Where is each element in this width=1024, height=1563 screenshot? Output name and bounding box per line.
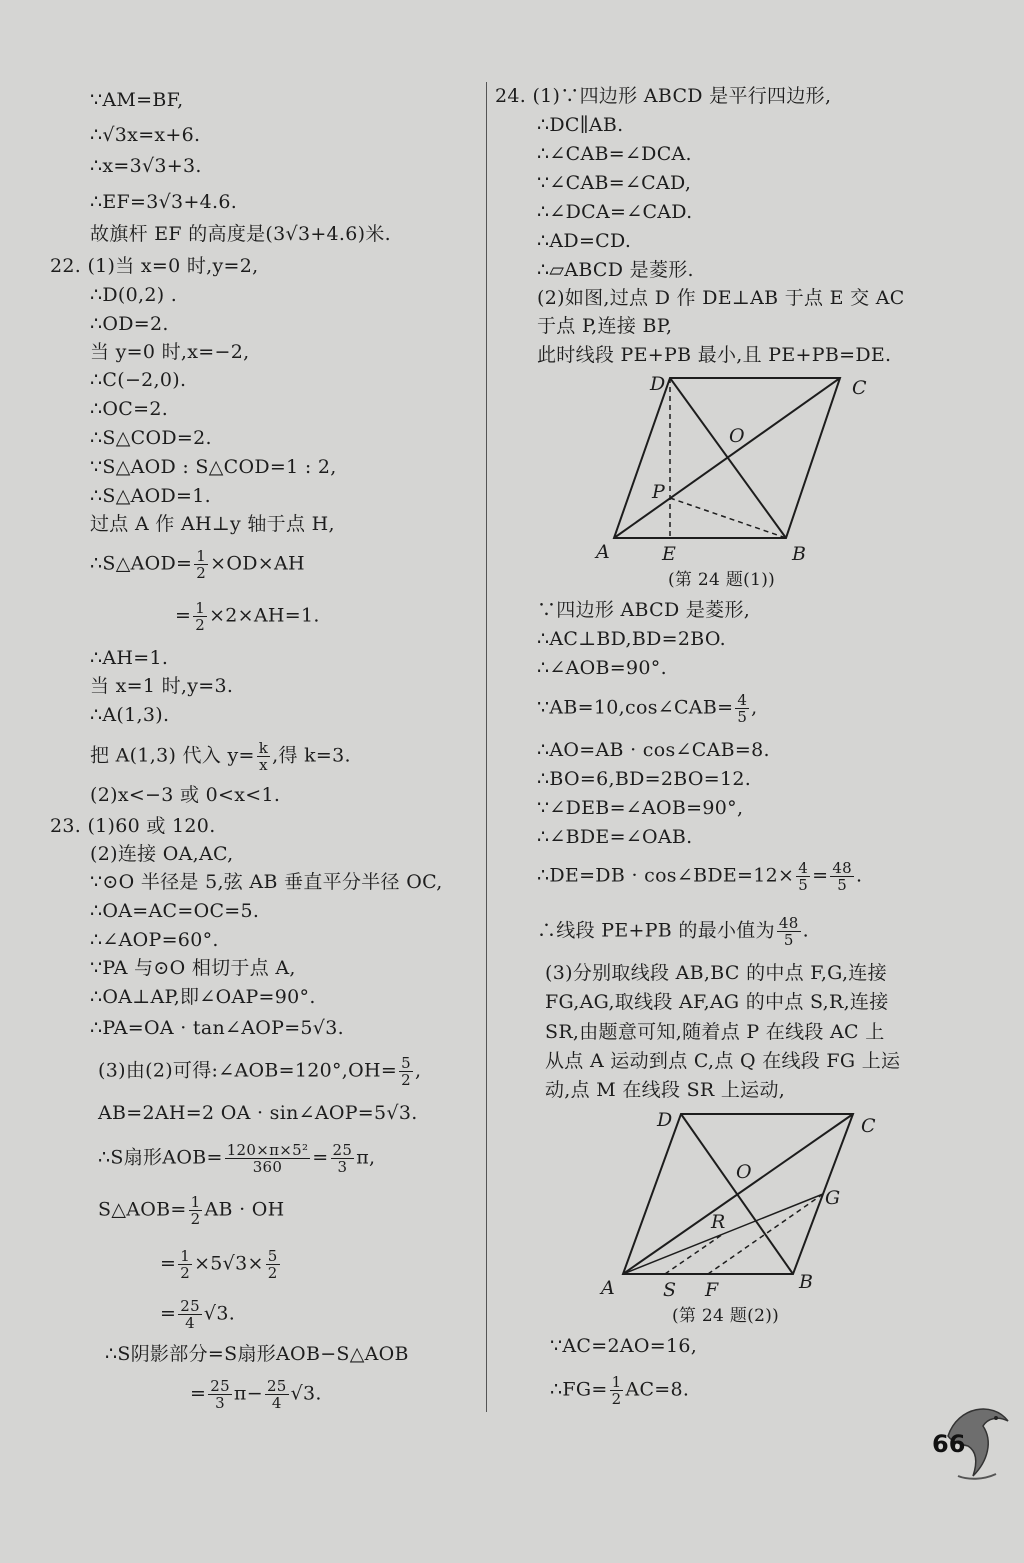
label-s: S (663, 1279, 677, 1301)
text-line: ∵四边形 ABCD 是菱形, (537, 599, 751, 621)
numerator: 4 (798, 859, 809, 877)
text-line: 24. (1)∵四边形 ABCD 是平行四边形, (495, 85, 832, 107)
fraction (610, 1374, 624, 1407)
text-line: (2)如图,过点 D 作 DE⊥AB 于点 E 交 AC (537, 287, 905, 309)
text-span: ∴FG= (550, 1378, 608, 1401)
denominator: 5 (783, 931, 794, 949)
fraction (265, 1378, 289, 1411)
text-line: (3)分别取线段 AB,BC 的中点 F,G,连接 (545, 962, 887, 984)
numerator: k (258, 739, 269, 757)
text-line: SR,由题意可知,随着点 P 在线段 AC 上 (545, 1021, 885, 1043)
text-line: ∴x=3√3+3. (90, 155, 202, 177)
label-c: C (852, 377, 867, 399)
denominator: 5 (798, 876, 809, 894)
text-line: ∵S△AOD : S△COD=1 : 2, (90, 456, 337, 478)
label-r: R (711, 1211, 726, 1233)
text-line: ∴▱ABCD 是菱形. (537, 259, 694, 281)
text-span: = (190, 1382, 207, 1405)
label-f: F (705, 1279, 719, 1301)
text-span: √3. (203, 1302, 236, 1325)
numerator: 5 (401, 1054, 411, 1072)
text-span: = (160, 1302, 177, 1325)
text-line: AB=2AH=2 OA · sin∠AOP=5√3. (98, 1102, 418, 1124)
text-line (537, 860, 862, 893)
text-line: ∴OC=2. (90, 398, 169, 420)
text-line: 动,点 M 在线段 SR 上运动, (545, 1079, 786, 1101)
text-span: , (751, 696, 758, 719)
fraction (194, 548, 208, 581)
text-line (190, 1378, 322, 1411)
fraction (266, 1248, 280, 1281)
segment-pb (670, 498, 786, 538)
segment-ag (623, 1194, 823, 1274)
text-line: (2)x<−3 或 0<x<1. (90, 784, 281, 806)
text-line: ∴D(0,2) . (90, 284, 178, 306)
numerator: 25 (180, 1297, 200, 1315)
fraction (257, 740, 270, 773)
denominator: 5 (837, 876, 848, 894)
denominator: 2 (196, 564, 207, 582)
text-span: = (160, 1252, 177, 1275)
fraction (189, 1194, 203, 1227)
denominator: x (259, 756, 268, 774)
denominator: 2 (401, 1071, 411, 1089)
diagonal-bd (681, 1114, 793, 1274)
text-line: 当 x=1 时,y=3. (90, 675, 234, 697)
column-divider (486, 82, 487, 1412)
text-line: ∵∠DEB=∠AOB=90°, (537, 797, 744, 819)
label-b: B (799, 1271, 813, 1293)
text-line: 故旗杆 EF 的高度是(3√3+4.6)米. (90, 223, 392, 245)
denominator: 3 (337, 1158, 348, 1176)
numerator: 5 (267, 1247, 278, 1265)
text-line: ∵∠CAB=∠CAD, (537, 172, 692, 194)
text-span: ∴线段 PE+PB 的最小值为 (537, 919, 775, 942)
text-line: ∴√3x=x+6. (90, 124, 201, 146)
text-span: π, (356, 1146, 376, 1169)
fraction (193, 600, 207, 633)
text-line: 于点 P,连接 BP, (537, 315, 673, 337)
numerator: 1 (196, 547, 207, 565)
numerator: 25 (332, 1141, 353, 1159)
text-span: ×5√3× (194, 1252, 264, 1275)
text-line: 23. (1)60 或 120. (50, 815, 216, 837)
fraction (208, 1378, 232, 1411)
text-line: ∴OD=2. (90, 313, 169, 335)
text-span: ∴S△AOD= (90, 552, 193, 575)
text-span: S△AOB= (98, 1198, 187, 1221)
fraction (225, 1142, 311, 1175)
text-span: 把 A(1,3) 代入 y= (90, 744, 255, 767)
numerator: 4 (737, 691, 748, 709)
figure-caption: (第 24 题(1)) (668, 570, 776, 590)
label-d: D (657, 1109, 673, 1131)
text-line (550, 1374, 689, 1407)
text-line: FG,AG,取线段 AF,AG 的中点 S,R,连接 (545, 991, 889, 1013)
text-span: ×2×AH=1. (209, 604, 320, 627)
text-line: ∴BO=6,BD=2BO=12. (537, 768, 752, 790)
text-span: √3. (290, 1382, 322, 1405)
text-span: ∴DE=DB · cos∠BDE=12× (537, 864, 795, 887)
text-line: ∴OA=AC=OC=5. (90, 900, 260, 922)
fraction (178, 1298, 202, 1331)
text-line: (2)连接 OA,AC, (90, 843, 234, 865)
label-p: P (652, 481, 665, 503)
text-line: ∴AO=AB · cos∠CAB=8. (537, 739, 770, 761)
denominator: 4 (185, 1314, 195, 1332)
page-number: 66 (932, 1430, 966, 1458)
denominator: 3 (215, 1394, 225, 1412)
text-line: ∵AC=2AO=16, (550, 1335, 698, 1357)
text-span: . (802, 919, 809, 942)
text-span: (3)由(2)可得:∠AOB=120°,OH= (98, 1059, 398, 1082)
figure-24-1 (590, 368, 880, 568)
text-line (537, 915, 809, 948)
text-span: = (312, 1146, 329, 1169)
text-line: 22. (1)当 x=0 时,y=2, (50, 255, 259, 277)
text-line: ∴EF=3√3+4.6. (90, 191, 238, 213)
text-line: ∴∠CAB=∠DCA. (537, 143, 692, 165)
denominator: 360 (252, 1158, 283, 1176)
numerator: 120×π×5² (226, 1141, 309, 1159)
text-span: = (812, 864, 829, 887)
label-g: G (825, 1187, 841, 1209)
text-line: ∵AM=BF, (90, 89, 184, 111)
text-line: ∵⊙O 半径是 5,弦 AB 垂直平分半径 OC, (90, 871, 443, 893)
text-line: ∴S△COD=2. (90, 427, 212, 449)
denominator: 2 (267, 1264, 278, 1282)
text-line: ∴C(−2,0). (90, 369, 187, 391)
text-line (160, 1248, 282, 1281)
fraction (796, 860, 810, 893)
text-span: ×OD×AH (210, 552, 305, 575)
label-a: A (596, 541, 610, 563)
denominator: 2 (180, 1264, 191, 1282)
label-c: C (861, 1115, 876, 1137)
fraction (830, 860, 854, 893)
numerator: 48 (832, 859, 853, 877)
text-span: π− (233, 1382, 263, 1405)
label-o: O (729, 425, 745, 447)
numerator: 25 (210, 1377, 230, 1395)
denominator: 2 (195, 616, 206, 634)
text-line: 过点 A 作 AH⊥y 轴于点 H, (90, 513, 335, 535)
text-line: ∴S阴影部分=S扇形AOB−S△AOB (105, 1343, 409, 1365)
text-line: ∴AH=1. (90, 647, 169, 669)
text-line: ∴OA⊥AP,即∠OAP=90°. (90, 986, 316, 1008)
numerator: 1 (180, 1247, 191, 1265)
text-line (175, 600, 320, 633)
numerator: 1 (195, 599, 206, 617)
text-span: AB · OH (204, 1198, 285, 1221)
label-o: O (736, 1161, 752, 1183)
text-span: ∵AB=10,cos∠CAB= (537, 696, 734, 719)
text-line (160, 1298, 235, 1331)
label-e: E (662, 543, 676, 565)
text-span: , (414, 1059, 422, 1082)
text-line: ∴A(1,3). (90, 704, 170, 726)
denominator: 5 (737, 708, 748, 726)
fraction (178, 1248, 192, 1281)
text-line: 从点 A 运动到点 C,点 Q 在线段 FG 上运 (545, 1050, 901, 1072)
fraction (399, 1055, 413, 1088)
diagonal-bd (670, 378, 786, 538)
numerator: 1 (190, 1193, 201, 1211)
text-line: ∴AC⊥BD,BD=2BO. (537, 628, 726, 650)
text-line: ∴PA=OA · tan∠AOP=5√3. (90, 1017, 344, 1039)
label-d: D (650, 373, 666, 395)
text-line (90, 740, 351, 773)
text-line: ∴S△AOD=1. (90, 485, 211, 507)
label-a: A (601, 1277, 615, 1299)
denominator: 4 (271, 1394, 282, 1412)
text-line (98, 1142, 375, 1175)
text-line: ∴AD=CD. (537, 230, 632, 252)
text-line: ∴∠AOP=60°. (90, 929, 219, 951)
numerator: 48 (778, 914, 799, 932)
text-line (98, 1194, 285, 1227)
text-span: ∴S扇形AOB= (98, 1146, 223, 1169)
fraction (331, 1142, 355, 1175)
numerator: 1 (611, 1373, 622, 1391)
denominator: 2 (611, 1390, 622, 1408)
text-span: AC=8. (625, 1378, 690, 1401)
text-line: ∴∠AOB=90°. (537, 657, 667, 679)
label-b: B (792, 543, 806, 565)
denominator: 2 (190, 1210, 201, 1228)
numerator: 25 (266, 1377, 287, 1395)
text-line (537, 692, 758, 725)
text-line: ∴∠DCA=∠CAD. (537, 201, 693, 223)
text-line: ∵PA 与⊙O 相切于点 A, (90, 957, 296, 979)
text-line (98, 1055, 421, 1088)
text-line: ∴∠BDE=∠OAB. (537, 826, 693, 848)
fraction (735, 692, 749, 725)
figure-24-2 (595, 1104, 885, 1304)
text-line: 当 y=0 时,x=−2, (90, 341, 250, 363)
text-line: 此时线段 PE+PB 最小,且 PE+PB=DE. (537, 344, 892, 366)
text-span: = (175, 604, 192, 627)
text-line: ∴DC∥AB. (537, 114, 624, 136)
fraction (777, 915, 801, 948)
text-span: ,得 k=3. (272, 744, 351, 767)
text-line (90, 548, 305, 581)
figure-caption: (第 24 题(2)) (672, 1306, 780, 1326)
text-span: . (856, 864, 863, 887)
